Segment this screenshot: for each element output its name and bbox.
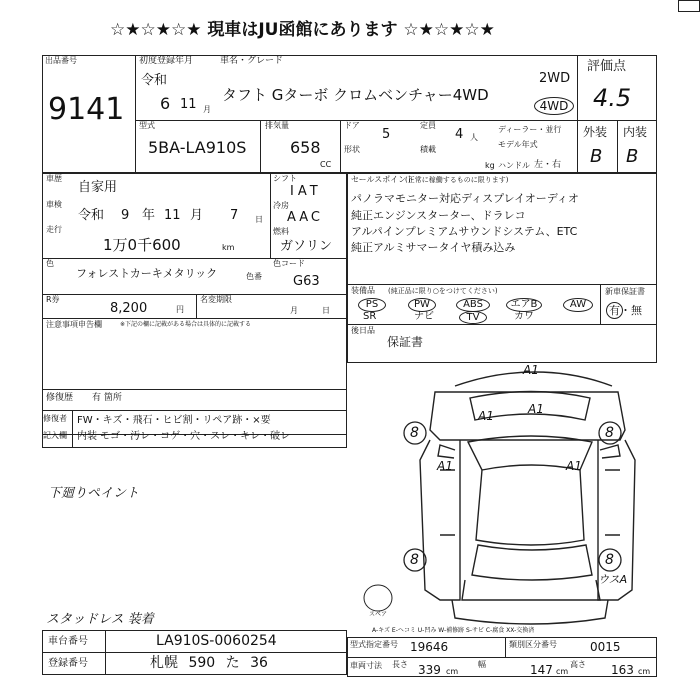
- plate-label: 登録番号: [48, 658, 88, 669]
- load-label: 積載: [420, 145, 436, 154]
- drive-2wd: 2WD: [539, 71, 571, 86]
- sales-sub: (正常に稼働するものに限ります): [405, 176, 509, 184]
- tyre-mark-front-left: 8: [410, 425, 419, 441]
- int-label: 内装: [623, 125, 648, 139]
- damage-mark-hood-right: A1: [528, 402, 544, 416]
- doors: 5: [382, 127, 391, 142]
- equip-airbag: エアB: [506, 298, 542, 312]
- inspect-day: 7: [230, 208, 239, 223]
- sales-point: アルパインプレミアムサウンドシステム、ETC: [351, 225, 578, 238]
- load-unit: kg: [485, 161, 495, 170]
- damage-mark-right-door: A1: [566, 459, 582, 473]
- equip-tv: TV: [459, 311, 487, 324]
- height-value: 163: [611, 663, 634, 677]
- repair-label: 修復歴: [46, 393, 74, 403]
- mileage-label: 走行: [46, 225, 62, 234]
- damage-legend: A-キズ E-ヘコミ U-凹み W-補修跡 S-サビ C-腐食 XX-交換済: [372, 627, 535, 634]
- model: 5BA-LA910S: [148, 138, 247, 157]
- width-unit: cm: [556, 667, 569, 676]
- score: 4.5: [593, 84, 632, 112]
- notes-sub: ※下記の欄に記載がある場合は具体的に記載する: [120, 321, 252, 328]
- name-change-day: 日: [322, 306, 330, 315]
- tyre-mark-rear-left: 8: [410, 552, 419, 568]
- inspect-era: 令和: [78, 208, 105, 223]
- int-grade: B: [626, 146, 639, 167]
- damage-mark-left-door: A1: [437, 459, 453, 473]
- equip-navi: ナビ: [414, 311, 434, 322]
- equip-sub: (純正品に限り○をつけてください): [388, 287, 498, 295]
- spare-label: スペア: [369, 611, 388, 618]
- equip-sr: SR: [363, 311, 377, 322]
- marks-row-2: 内装 モゴ・汚レ・コゲ・穴・スレ・キレ・破レ: [77, 431, 291, 442]
- color-label: 色: [46, 259, 54, 268]
- yen-unit: 円: [176, 305, 184, 314]
- equip-abs: ABS: [456, 298, 490, 312]
- size-label: 車両寸法: [350, 661, 382, 670]
- width-label: 幅: [478, 660, 486, 669]
- banner-title: ☆★☆★☆★ 現車はJU函館にあります ☆★☆★☆★: [110, 20, 495, 40]
- equip-leather: カワ: [514, 311, 534, 322]
- chassis-label: 車台番号: [48, 636, 88, 647]
- handle-label: ハンドル: [498, 161, 530, 170]
- type-label: 型式指定番号: [350, 640, 398, 649]
- disp-label: 排気量: [265, 121, 289, 130]
- length-value: 339: [418, 663, 441, 677]
- ac: AAC: [287, 210, 323, 225]
- marks-row-1: FW・キズ・飛石・ヒビ割・リペア跡・×要: [77, 415, 271, 426]
- studless-note: スタッドレス 装着: [46, 612, 154, 627]
- cc-unit: CC: [320, 160, 332, 169]
- equip-ps: PS: [358, 298, 386, 312]
- history-label: 車歴: [46, 174, 62, 183]
- reg-label: 初度登録年月: [139, 56, 194, 66]
- inspect-day-unit: 日: [255, 215, 263, 224]
- equip-pw: PW: [408, 298, 436, 312]
- km-unit: km: [222, 243, 235, 252]
- fuel-label: 燃料: [273, 227, 289, 236]
- inspect-month: 11: [164, 208, 181, 223]
- tyre-mark-rear-right: 8: [605, 552, 614, 568]
- shift: IAT: [290, 184, 322, 199]
- equip-label: 装備品: [351, 286, 375, 295]
- ext-grade: B: [590, 146, 603, 167]
- inspect-month-unit: 月: [190, 208, 204, 223]
- door-label: ドア: [344, 121, 360, 130]
- lot-label: 出品番号: [45, 56, 77, 65]
- marks-label-2: 記入欄: [43, 431, 67, 440]
- damage-mark-rear-right: ウスA: [598, 573, 628, 586]
- cap-unit: 人: [470, 133, 478, 142]
- car-name: タフト Gターボ クロムベンチャー4WD: [222, 86, 489, 104]
- sales-point: 純正アルミサマータイヤ積み込み: [351, 241, 516, 254]
- color-no-label: 色番: [246, 272, 262, 281]
- manual-label: 新車保証書: [605, 287, 645, 296]
- reg-month: 11: [180, 97, 197, 112]
- color: フォレストカーキメタリック: [76, 267, 218, 280]
- length-label: 長さ: [392, 660, 408, 669]
- sales-label: セールスポイント: [351, 175, 415, 184]
- after-label: 後日品: [351, 326, 375, 335]
- reg-month-unit: 月: [203, 105, 211, 114]
- notes-label: 注意事項申告欄: [46, 320, 102, 329]
- score-label: 評価点: [587, 59, 627, 74]
- model-year-label: モデル年式: [498, 140, 538, 149]
- chassis-number: LA910S-0060254: [156, 633, 277, 649]
- recycle-label: R券: [46, 295, 60, 304]
- history: 自家用: [78, 180, 118, 195]
- recycle: 8,200: [110, 301, 148, 316]
- ext-label: 外装: [583, 125, 608, 139]
- cap-label: 定員: [420, 121, 436, 130]
- handle-value: 左・右: [534, 160, 562, 170]
- shift-label: シフト: [273, 174, 297, 183]
- color-code-label: 色コード: [273, 259, 305, 268]
- color-code: G63: [293, 274, 320, 289]
- lot-number: 9141: [48, 92, 125, 127]
- class-label: 類別区分番号: [509, 640, 557, 649]
- class-number: 0015: [590, 640, 621, 654]
- repair: 有 箇所: [92, 393, 122, 403]
- type-number: 19646: [410, 640, 449, 654]
- name-change-label: 名変期限: [200, 295, 232, 304]
- corner-box: [678, 0, 700, 12]
- drive-4wd: 4WD: [534, 97, 574, 115]
- equip-aw: AW: [563, 298, 593, 312]
- manual-value: 有・無: [609, 304, 642, 317]
- height-unit: cm: [638, 667, 651, 676]
- inspect-label: 車検: [46, 200, 62, 209]
- inspect-year: 9: [121, 208, 130, 223]
- marks-label-1: 修復者: [43, 414, 67, 423]
- fuel: ガソリン: [280, 239, 333, 254]
- damage-mark-hood-left: A1: [478, 409, 494, 423]
- ac-label: 冷房: [273, 201, 289, 210]
- height-label: 高さ: [570, 660, 586, 669]
- model-label: 型式: [139, 121, 155, 130]
- shape-label: 形状: [344, 145, 360, 154]
- tyre-mark-front-right: 8: [605, 425, 614, 441]
- width-value: 147: [530, 663, 553, 677]
- dealer-label: ディーラー・並行: [498, 125, 562, 134]
- sales-point: 純正エンジンスターター、ドラレコ: [351, 209, 526, 222]
- manual-selected-circle: [606, 302, 623, 319]
- sales-point: パノラマモニター対応ディスプレイオーディオ: [351, 192, 579, 205]
- inspect-year-unit: 年: [142, 208, 156, 223]
- name-change-month: 月: [290, 306, 298, 315]
- under-paint-note: 下廻りペイント: [48, 486, 140, 501]
- capacity: 4: [455, 127, 464, 142]
- damage-mark-front-bumper: A1: [523, 363, 539, 377]
- after-value: 保証書: [387, 335, 424, 349]
- name-label: 車名・グレード: [220, 56, 284, 66]
- reg-era: 令和: [141, 73, 168, 88]
- length-unit: cm: [446, 667, 459, 676]
- displacement: 658: [290, 138, 321, 157]
- plate-number: 札幌 590 た 36: [150, 655, 268, 671]
- reg-year: 6: [160, 94, 171, 113]
- mileage: 1万0千600: [103, 236, 181, 254]
